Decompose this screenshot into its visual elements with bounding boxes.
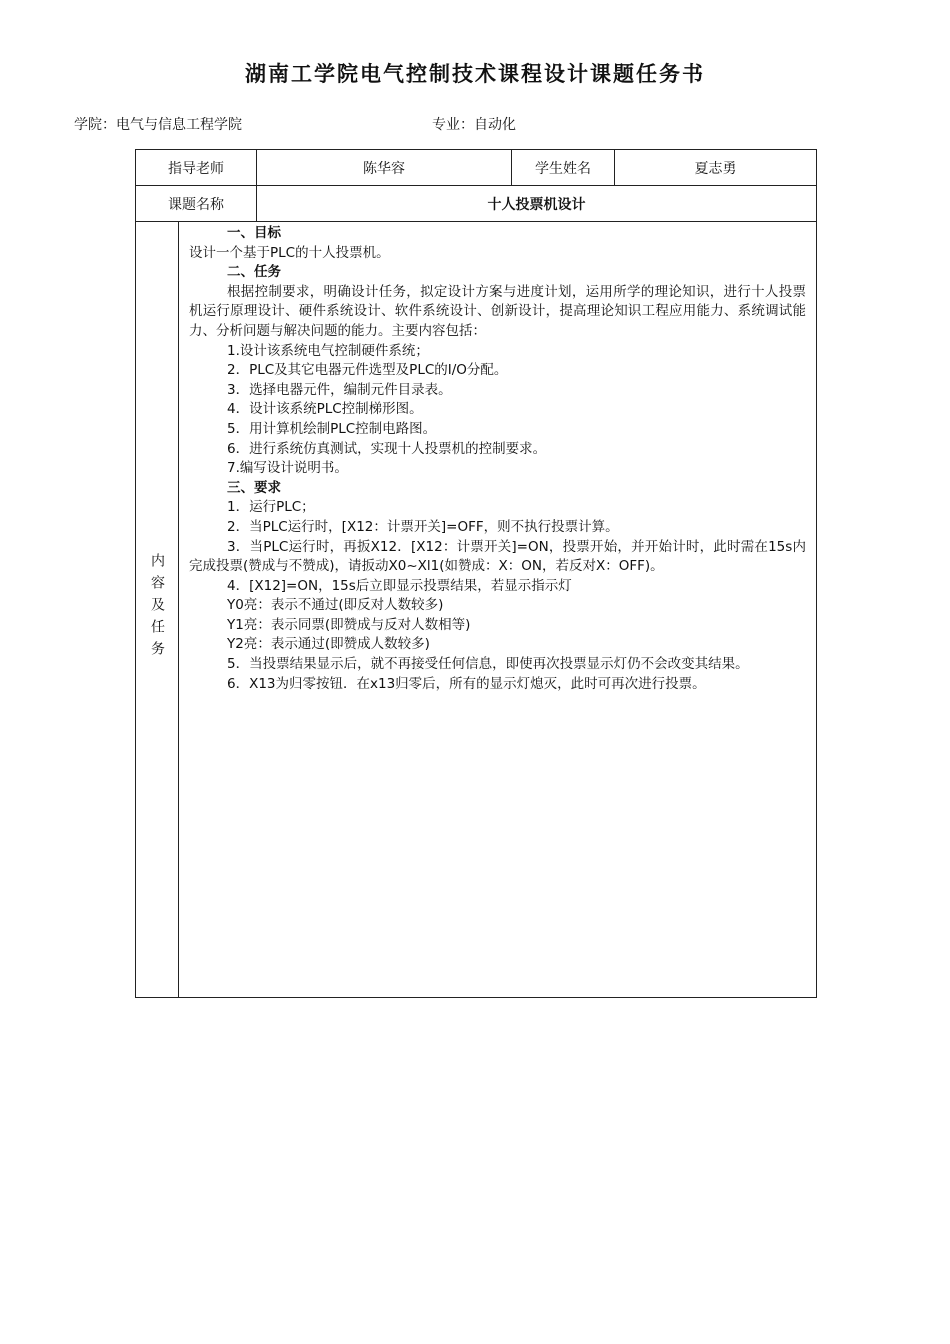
document-title: 湖南工学院电气控制技术课程设计课题任务书: [245, 62, 705, 86]
topic-label: 课题名称: [136, 186, 257, 222]
advisor-value: 陈华容: [257, 150, 512, 186]
student-label: 学生姓名: [512, 150, 615, 186]
content-row: [136, 222, 817, 998]
content-cell: [179, 222, 817, 998]
indicator-y0: Y0亮：表示不通过(即反对人数较多): [227, 597, 444, 614]
section-requirements-heading: 三、要求: [227, 479, 281, 496]
advisor-row: [136, 150, 817, 186]
requirement-item: 6．X13为归零按钮．在x13归零后，所有的显示灯熄灭，此时可再次进行投票。: [227, 675, 706, 692]
task-item: 1.设计该系统电气控制硬件系统；: [227, 342, 429, 359]
school-label: 学院：电气与信息工程学院: [74, 117, 242, 133]
task-item: 5．用计算机绘制PLC控制电路图。: [227, 420, 437, 437]
requirement-item: 2．当PLC运行时，[X12：计票开关]=OFF，则不执行投票计算。: [227, 518, 619, 535]
section-goal-heading: 一、目标: [227, 225, 281, 241]
requirement-item: 4．[X12]=ON，15s后立即显示投票结果，若显示指示灯: [227, 577, 572, 594]
content-side-label: 内容及任务: [149, 552, 165, 663]
requirement-item: 1．运行PLC；: [227, 499, 315, 516]
indicator-y1: Y1亮：表示同票(即赞成与反对人数相等): [227, 616, 471, 633]
requirement-item: 5．当投票结果显示后，就不再接受任何信息，即使再次投票显示灯仍不会改变其结果。: [227, 656, 749, 673]
topic-row: [136, 186, 817, 222]
content-side-label-cell: [136, 222, 179, 998]
task-item: 2．PLC及其它电器元件选型及PLC的I/O分配。: [227, 362, 508, 379]
task-item: 3．选择电器元件，编制元件目录表。: [227, 381, 452, 398]
task-intro: 根据控制要求，明确设计任务，拟定设计方案与进度计划，运用所学的理论知识，进行十人投票机运行原理设计、硬件系统设计、软件系统设计、创新设计，提高理论知识工程应用能力、系统调试能力、分析问题与解决问题的能力。主要内容包括：: [189, 283, 806, 339]
section-task-heading: 二、任务: [227, 264, 281, 281]
task-item: 7.编写设计说明书。: [227, 460, 348, 477]
task-item: 6．进行系统仿真测试，实现十人投票机的控制要求。: [227, 440, 547, 457]
indicator-y2: Y2亮：表示通过(即赞成人数较多): [227, 636, 430, 653]
advisor-label: 指导老师: [136, 150, 257, 186]
task-form-table: [135, 149, 817, 998]
requirement-item: 3．当PLC运行时，再扳X12．[X12：计票开关]=ON，投票开始，并开始计时，此时需在15s内完成投票(赞成与不赞成)，请扳动X0~Xl1(如赞成：X：ON，若反对X：OFF)。: [189, 538, 806, 575]
task-item: 4．设计该系统PLC控制梯形图。: [227, 401, 423, 418]
major-label: 专业：自动化: [432, 117, 516, 133]
goal-text: 设计一个基于PLC的十人投票机。: [189, 244, 390, 261]
topic-value: 十人投票机设计: [257, 186, 817, 222]
student-value: 夏志勇: [615, 150, 817, 186]
